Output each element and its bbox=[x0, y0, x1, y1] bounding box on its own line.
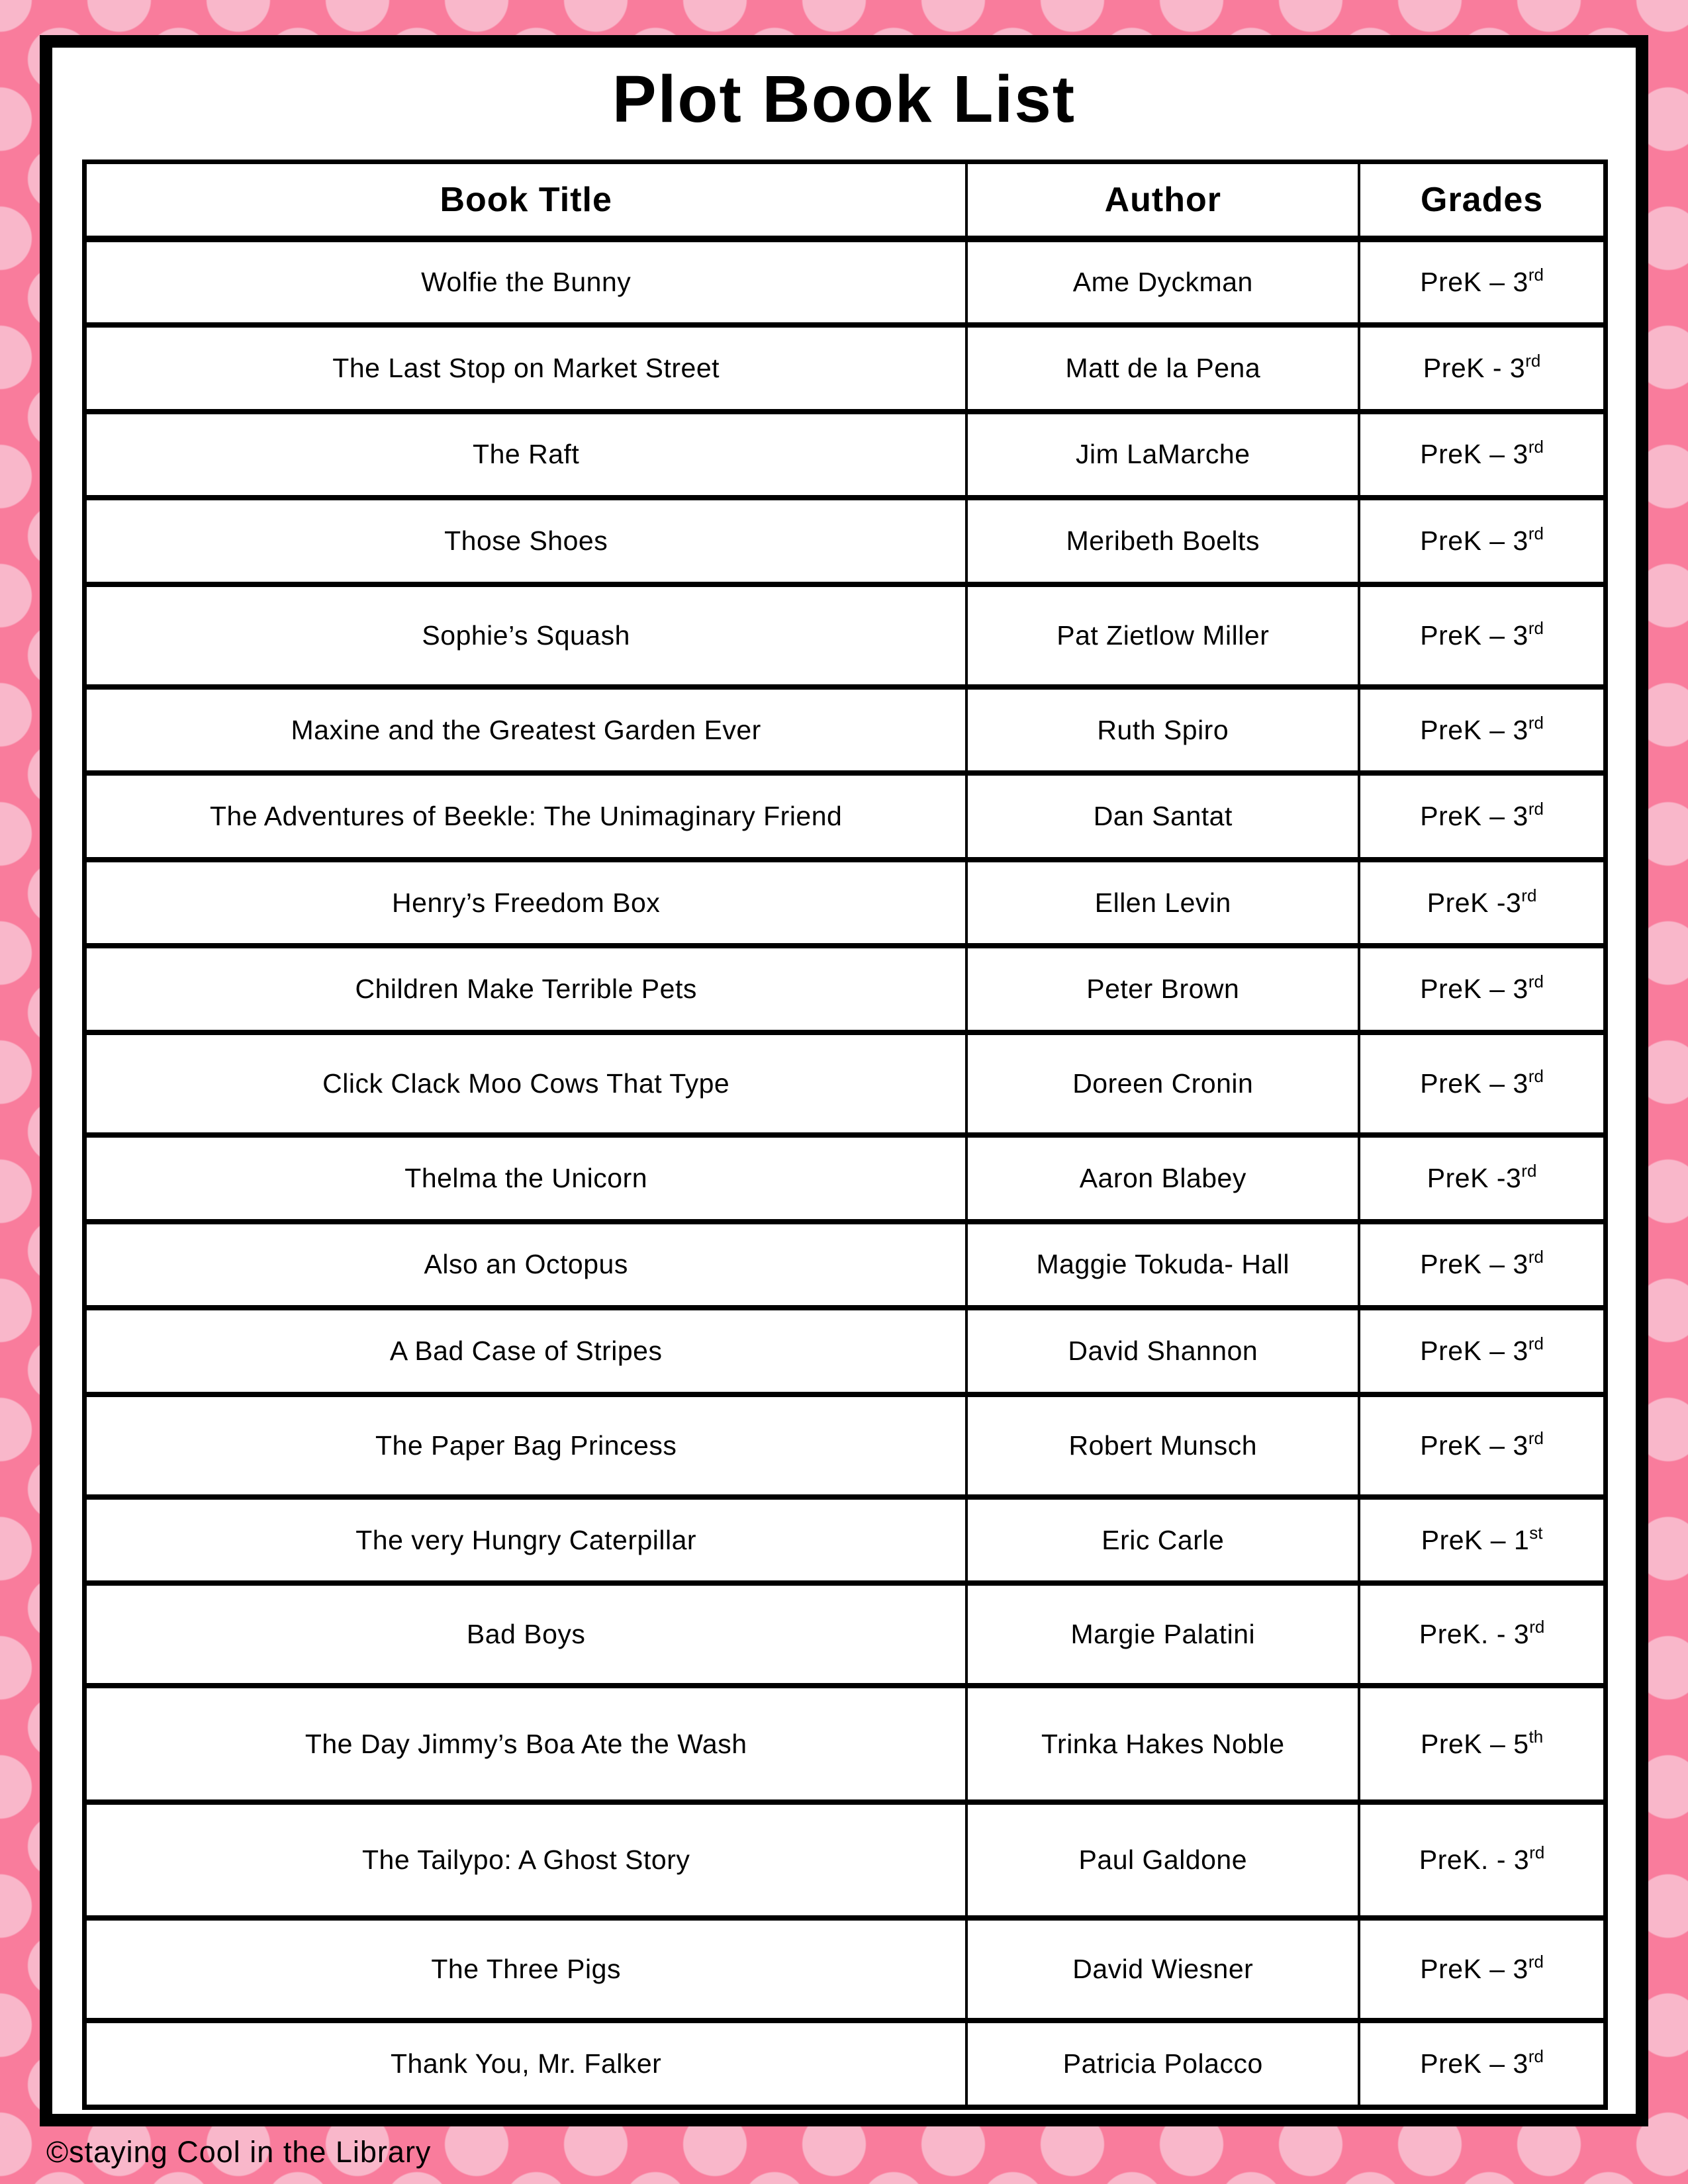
book-title-cell bbox=[85, 860, 967, 946]
author-cell bbox=[966, 946, 1359, 1032]
author-text: David Wiesner bbox=[1072, 1954, 1254, 1985]
book-title-text: Click Clack Moo Cows That Type bbox=[322, 1068, 730, 1099]
author-cell bbox=[966, 1308, 1359, 1394]
table-row bbox=[85, 239, 1606, 326]
author-cell bbox=[966, 1222, 1359, 1308]
author-text: Margie Palatini bbox=[1070, 1619, 1256, 1650]
book-title-cell bbox=[85, 1394, 967, 1497]
book-title-text: Children Make Terrible Pets bbox=[355, 974, 697, 1005]
table-row bbox=[85, 2021, 1606, 2107]
author-text: Peter Brown bbox=[1086, 974, 1240, 1005]
table-row bbox=[85, 687, 1606, 774]
book-title-cell bbox=[85, 1497, 967, 1584]
grade-superscript: th bbox=[1528, 1726, 1544, 1747]
grade-superscript: rd bbox=[1528, 1066, 1544, 1087]
grade-superscript: rd bbox=[1528, 437, 1544, 457]
table-row bbox=[85, 1497, 1606, 1584]
author-cell bbox=[966, 498, 1359, 584]
table-row bbox=[85, 412, 1606, 498]
book-title-cell bbox=[85, 1308, 967, 1394]
book-title-text: The Day Jimmy’s Boa Ate the Wash bbox=[305, 1728, 747, 1759]
grade-text: PreK – 3 bbox=[1420, 801, 1528, 832]
grade-text: PreK – 5 bbox=[1420, 1728, 1529, 1759]
book-title-text: Thelma the Unicorn bbox=[404, 1162, 648, 1193]
grades-cell bbox=[1359, 498, 1605, 584]
book-title-cell bbox=[85, 1802, 967, 1918]
author-text: Meribeth Boelts bbox=[1066, 525, 1260, 556]
credit-text: ©staying Cool in the Library bbox=[46, 2135, 432, 2169]
grade-text: PreK – 3 bbox=[1420, 1249, 1528, 1280]
column-header-grades: Grades bbox=[1359, 162, 1605, 239]
book-title-text: The Tailypo: A Ghost Story bbox=[361, 1844, 690, 1876]
book-title-cell bbox=[85, 239, 967, 326]
author-cell bbox=[966, 1583, 1359, 1686]
grade-superscript: rd bbox=[1528, 1428, 1544, 1448]
grade-text: PreK - 3 bbox=[1423, 352, 1526, 383]
table-header bbox=[85, 162, 1606, 239]
author-cell bbox=[966, 1802, 1359, 1918]
book-title-text: Those Shoes bbox=[444, 525, 608, 556]
grade-superscript: rd bbox=[1521, 885, 1537, 905]
author-cell bbox=[966, 584, 1359, 687]
author-text: Trinka Hakes Noble bbox=[1041, 1728, 1285, 1759]
author-text: Dan Santat bbox=[1093, 801, 1233, 832]
book-title-text: Sophie’s Squash bbox=[422, 619, 630, 651]
book-title-cell bbox=[85, 773, 967, 860]
author-text: Matt de la Pena bbox=[1065, 352, 1261, 383]
header-row bbox=[85, 162, 1606, 239]
table-row bbox=[85, 1135, 1606, 1222]
author-text: Robert Munsch bbox=[1068, 1430, 1258, 1461]
author-text: Paul Galdone bbox=[1078, 1844, 1248, 1876]
grade-superscript: rd bbox=[1528, 1247, 1544, 1267]
grades-cell bbox=[1359, 2021, 1605, 2107]
author-text: Jim LaMarche bbox=[1076, 439, 1250, 470]
grade-text: PreK – 1 bbox=[1421, 1524, 1530, 1555]
book-title-cell bbox=[85, 1686, 967, 1801]
grade-text: PreK – 3 bbox=[1420, 1336, 1528, 1366]
grade-superscript: rd bbox=[1528, 1334, 1544, 1353]
grade-text: PreK – 3 bbox=[1420, 1068, 1528, 1099]
grade-text: PreK -3 bbox=[1427, 1162, 1522, 1193]
grade-superscript: rd bbox=[1528, 972, 1544, 992]
author-text: Pat Zietlow Miller bbox=[1056, 619, 1270, 651]
grades-cell bbox=[1359, 1135, 1605, 1222]
table-row bbox=[85, 860, 1606, 946]
grade-text: PreK – 3 bbox=[1420, 1954, 1528, 1985]
author-cell bbox=[966, 2021, 1359, 2107]
book-title-text: The Paper Bag Princess bbox=[375, 1430, 677, 1461]
grade-superscript: rd bbox=[1528, 523, 1544, 543]
grade-text: PreK. - 3 bbox=[1419, 1844, 1530, 1876]
table-row bbox=[85, 1308, 1606, 1394]
book-title-cell bbox=[85, 1222, 967, 1308]
author-cell bbox=[966, 687, 1359, 774]
grades-cell bbox=[1359, 1497, 1605, 1584]
grades-cell bbox=[1359, 773, 1605, 860]
grade-text: PreK – 3 bbox=[1420, 439, 1528, 470]
book-title-cell bbox=[85, 687, 967, 774]
author-text: Ruth Spiro bbox=[1097, 714, 1229, 745]
author-cell bbox=[966, 1686, 1359, 1801]
book-title-text: The Adventures of Beekle: The Unimaginary Friend bbox=[209, 801, 843, 832]
page-frame bbox=[40, 35, 1648, 2126]
column-header-author: Author bbox=[966, 162, 1359, 239]
book-title-cell bbox=[85, 584, 967, 687]
book-title-cell bbox=[85, 1032, 967, 1135]
table-body bbox=[85, 239, 1606, 2108]
book-list-table bbox=[82, 159, 1608, 2110]
author-cell bbox=[966, 1394, 1359, 1497]
book-title-cell bbox=[85, 325, 967, 412]
grade-text: PreK – 3 bbox=[1420, 714, 1528, 745]
grades-cell bbox=[1359, 1032, 1605, 1135]
table-row bbox=[85, 1394, 1606, 1497]
table-row bbox=[85, 1802, 1606, 1918]
table-row bbox=[85, 498, 1606, 584]
author-text: Aaron Blabey bbox=[1079, 1162, 1246, 1193]
table-row bbox=[85, 1032, 1606, 1135]
author-cell bbox=[966, 1497, 1359, 1584]
grades-cell bbox=[1359, 860, 1605, 946]
grade-text: PreK -3 bbox=[1427, 887, 1522, 918]
grade-superscript: rd bbox=[1528, 617, 1544, 638]
book-title-text: A Bad Case of Stripes bbox=[389, 1336, 663, 1366]
book-title-cell bbox=[85, 2021, 967, 2107]
grade-text: PreK – 3 bbox=[1420, 266, 1528, 297]
grades-cell bbox=[1359, 1686, 1605, 1801]
book-title-text: Thank You, Mr. Falker bbox=[391, 2048, 662, 2079]
table-row bbox=[85, 325, 1606, 412]
book-title-text: The Last Stop on Market Street bbox=[332, 352, 720, 383]
grade-superscript: rd bbox=[1528, 712, 1544, 733]
author-text: Maggie Tokuda- Hall bbox=[1036, 1249, 1290, 1280]
author-cell bbox=[966, 773, 1359, 860]
grades-cell bbox=[1359, 946, 1605, 1032]
table-row bbox=[85, 946, 1606, 1032]
author-text: Ame Dyckman bbox=[1072, 266, 1253, 297]
grade-text: PreK – 3 bbox=[1420, 2048, 1528, 2079]
table-row bbox=[85, 1918, 1606, 2021]
author-text: Eric Carle bbox=[1102, 1524, 1225, 1555]
grade-text: PreK – 3 bbox=[1420, 525, 1528, 556]
book-title-text: The very Hungry Caterpillar bbox=[355, 1524, 697, 1555]
grade-superscript: rd bbox=[1528, 2046, 1544, 2067]
grades-cell bbox=[1359, 1918, 1605, 2021]
book-title-cell bbox=[85, 1918, 967, 2021]
book-title-cell bbox=[85, 412, 967, 498]
grade-superscript: st bbox=[1529, 1522, 1543, 1543]
author-cell bbox=[966, 1135, 1359, 1222]
book-title-cell bbox=[85, 1583, 967, 1686]
book-title-text: Maxine and the Greatest Garden Ever bbox=[291, 714, 761, 745]
grade-text: PreK. - 3 bbox=[1419, 1619, 1530, 1650]
grades-cell bbox=[1359, 1308, 1605, 1394]
grades-cell bbox=[1359, 1394, 1605, 1497]
book-title-cell bbox=[85, 1135, 967, 1222]
author-text: Ellen Levin bbox=[1094, 887, 1231, 918]
author-text: David Shannon bbox=[1068, 1336, 1258, 1366]
author-cell bbox=[966, 325, 1359, 412]
book-title-text: The Three Pigs bbox=[431, 1954, 621, 1985]
table-row bbox=[85, 1583, 1606, 1686]
grade-text: PreK – 3 bbox=[1420, 619, 1528, 651]
grades-cell bbox=[1359, 1802, 1605, 1918]
table-row bbox=[85, 1686, 1606, 1801]
grade-superscript: rd bbox=[1525, 350, 1541, 371]
grades-cell bbox=[1359, 687, 1605, 774]
column-header-book-title: Book Title bbox=[85, 162, 967, 239]
table-row bbox=[85, 584, 1606, 687]
grades-cell bbox=[1359, 1583, 1605, 1686]
grades-cell bbox=[1359, 239, 1605, 326]
page-title: Plot Book List bbox=[612, 62, 1076, 136]
author-cell bbox=[966, 239, 1359, 326]
grades-cell bbox=[1359, 584, 1605, 687]
grade-text: PreK – 3 bbox=[1420, 1430, 1528, 1461]
book-title-cell bbox=[85, 498, 967, 584]
author-cell bbox=[966, 860, 1359, 946]
author-cell bbox=[966, 1918, 1359, 2021]
grade-superscript: rd bbox=[1529, 1843, 1545, 1863]
book-title-cell bbox=[85, 946, 967, 1032]
author-cell bbox=[966, 412, 1359, 498]
book-title-text: Henry’s Freedom Box bbox=[392, 887, 661, 918]
book-title-text: Bad Boys bbox=[466, 1619, 586, 1650]
grade-text: PreK – 3 bbox=[1420, 974, 1528, 1005]
author-text: Patricia Polacco bbox=[1062, 2048, 1263, 2079]
grade-superscript: rd bbox=[1528, 264, 1544, 285]
grade-superscript: rd bbox=[1529, 1617, 1545, 1637]
grades-cell bbox=[1359, 1222, 1605, 1308]
book-title-text: Also an Octopus bbox=[424, 1249, 628, 1280]
grades-cell bbox=[1359, 325, 1605, 412]
book-title-text: Wolfie the Bunny bbox=[421, 266, 632, 297]
table-row bbox=[85, 1222, 1606, 1308]
grades-cell bbox=[1359, 412, 1605, 498]
book-title-text: The Raft bbox=[473, 439, 580, 470]
grade-superscript: rd bbox=[1521, 1160, 1537, 1181]
author-cell bbox=[966, 1032, 1359, 1135]
table-row bbox=[85, 773, 1606, 860]
grade-superscript: rd bbox=[1528, 799, 1544, 819]
grade-superscript: rd bbox=[1528, 1952, 1544, 1972]
author-text: Doreen Cronin bbox=[1072, 1068, 1254, 1099]
